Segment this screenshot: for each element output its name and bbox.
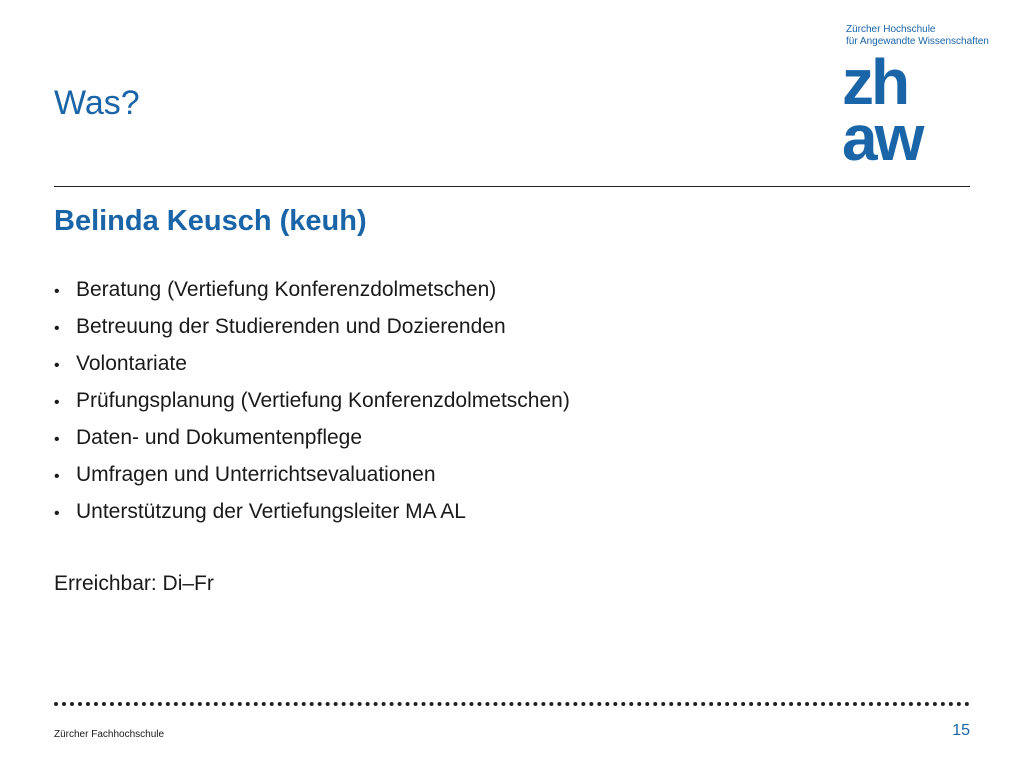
list-item-text: Betreuung der Studierenden und Dozierenden: [76, 315, 506, 338]
bullet-icon: •: [54, 431, 60, 448]
footer-text: Zürcher Fachhochschule: [54, 729, 165, 740]
slide-title: Was?: [54, 84, 140, 122]
list-item-text: Umfragen und Unterrichtsevaluationen: [76, 463, 436, 486]
bullet-list: [54, 278, 570, 537]
institution-line-2: für Angewandte Wissenschaften: [846, 36, 989, 47]
list-item: [54, 278, 570, 315]
page-number: 15: [952, 722, 970, 739]
list-item: [54, 389, 570, 426]
bullet-icon: •: [54, 394, 60, 411]
institution-line-1: Zürcher Hochschule: [846, 24, 936, 35]
title-divider: [54, 186, 970, 187]
zhaw-logo: [842, 46, 922, 174]
bullet-icon: •: [54, 283, 60, 300]
list-item-text: Prüfungsplanung (Vertiefung Konferenzdolmetschen): [76, 389, 570, 412]
bullet-icon: •: [54, 468, 60, 485]
bullet-icon: •: [54, 357, 60, 374]
list-item-text: Daten- und Dokumentenpflege: [76, 426, 363, 449]
bullet-icon: •: [54, 505, 60, 522]
list-item-text: Volontariate: [76, 352, 187, 375]
list-item-text: Unterstützung der Vertiefungsleiter MA AL: [76, 500, 466, 523]
list-item: [54, 426, 570, 463]
list-item-text: Beratung (Vertiefung Konferenzdolmetschen): [76, 278, 497, 301]
logo-top: zh: [842, 46, 908, 118]
institution-name: [846, 24, 989, 48]
slide-subtitle: Belinda Keusch (keuh): [54, 205, 367, 237]
logo-bottom: aw: [842, 102, 922, 174]
availability-text: Erreichbar: Di–Fr: [54, 572, 214, 595]
footer-divider: [54, 702, 970, 706]
list-item: [54, 315, 570, 352]
list-item: [54, 500, 570, 537]
bullet-icon: •: [54, 320, 60, 337]
list-item: [54, 352, 570, 389]
list-item: [54, 463, 570, 500]
